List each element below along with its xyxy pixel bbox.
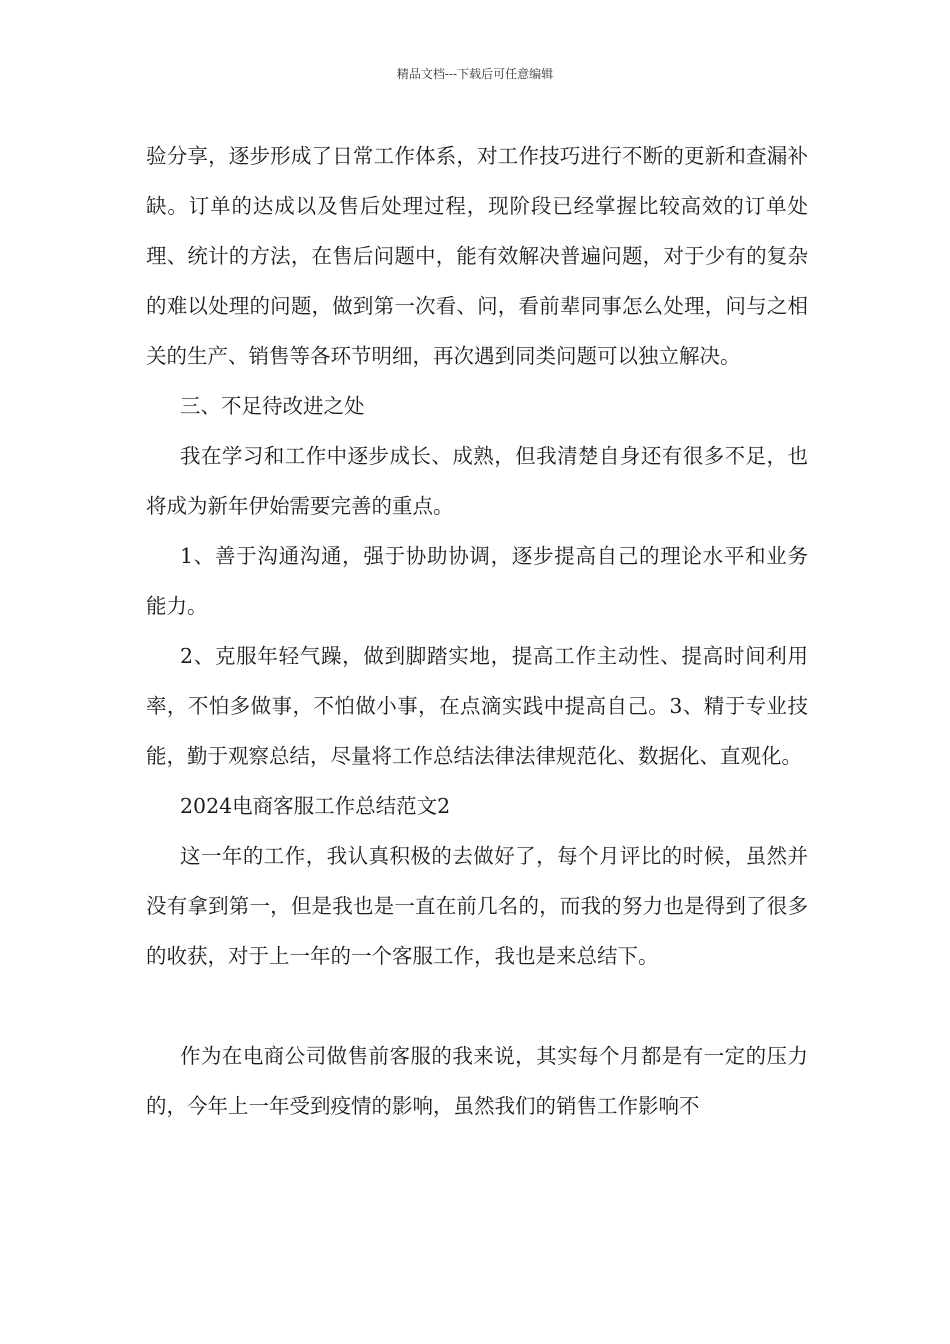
section-heading: 三、不足待改进之处 bbox=[180, 394, 365, 418]
paragraph: 作为在电商公司做售前客服的我来说，其实每个月都是有一定的压力的，今年上一年受到疫情的影响，虽然我们的销售工作影响不 bbox=[146, 1044, 808, 1118]
paragraph: 这一年的工作，我认真积极的去做好了，每个月评比的时候，虽然并没有拿到第一，但是我也是一直在前几名的，而我的努力也是得到了很多的收获，对于上一年的一个客服工作，我也是来总结下。 bbox=[146, 844, 808, 968]
list-item: 1、善于沟通沟通，强于协助协调，逐步提高自己的理论水平和业务能力。 bbox=[146, 544, 808, 618]
document-title: 2024电商客服工作总结范文2 bbox=[180, 794, 451, 818]
paragraph-continuation: 验分享，逐步形成了日常工作体系，对工作技巧进行不断的更新和查漏补缺。订单的达成以及售后处理过程，现阶段已经掌握比较高效的订单处理、统计的方法，在售后问题中，能有效解决普遍问题，对于少有的复杂的难以处理的问题，做到第一次看、问，看前辈同事怎么处理，问与之相关的生产、销售等各环节明细，再次遇到同类问题可以独立解决。 bbox=[146, 144, 808, 368]
paragraph: 我在学习和工作中逐步成长、成熟，但我清楚自身还有很多不足，也将成为新年伊始需要完善的重点。 bbox=[146, 444, 808, 518]
blank-line bbox=[146, 981, 808, 1031]
document-body bbox=[146, 131, 808, 1131]
page-header: 精品文档---下载后可任意编辑 bbox=[396, 67, 554, 81]
list-item: 2、克服年轻气躁，做到脚踏实地，提高工作主动性、提高时间利用率，不怕多做事，不怕做小事，在点滴实践中提高自己。3、精于专业技能，勤于观察总结，尽量将工作总结法律法律规范化、数据化、直观化。 bbox=[146, 644, 808, 768]
